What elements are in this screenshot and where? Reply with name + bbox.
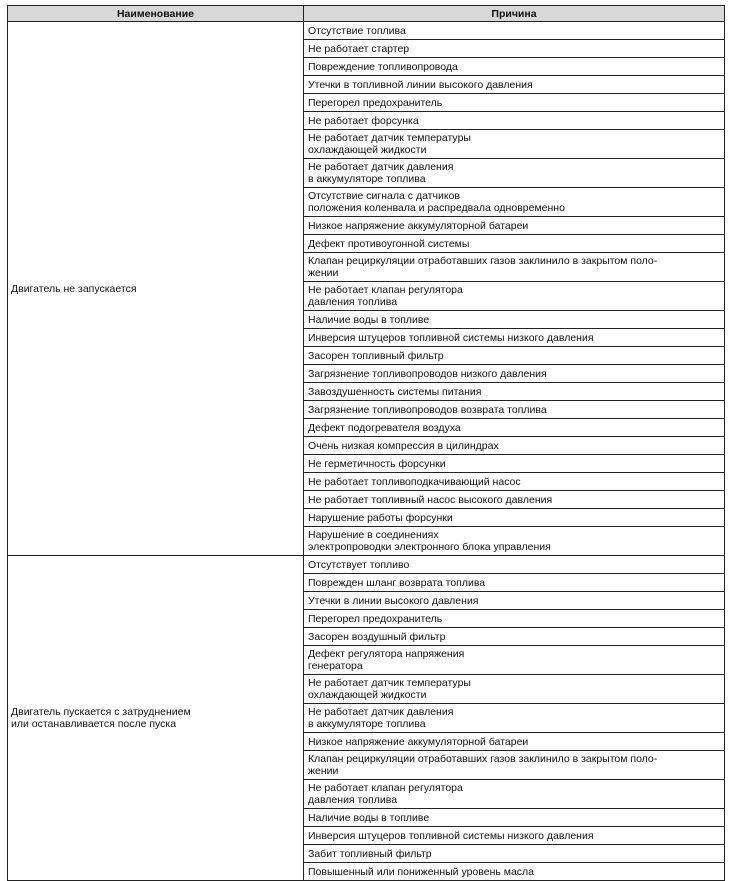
table-body <box>8 22 725 881</box>
fault-table <box>7 5 725 881</box>
header-row <box>8 6 725 22</box>
reason-cell: Нарушение в соединениях электропроводки электронного блока управления <box>304 527 725 556</box>
reason-cell: Повреждение топливопровода <box>304 58 725 76</box>
reason-cell: Перегорел предохранитель <box>304 94 725 112</box>
reason-cell: Отсутствие топлива <box>304 22 725 40</box>
table-row <box>8 22 725 40</box>
reason-cell: Не работает датчик давления в аккумуляторе топлива <box>304 159 725 188</box>
fault-name-cell: Двигатель не запускается <box>8 22 304 556</box>
reason-cell: Завоздушенность системы питания <box>304 383 725 401</box>
reason-cell: Утечки в топливной линии высокого давления <box>304 76 725 94</box>
reason-cell: Клапан рециркуляции отработавших газов заклинило в закрытом поло- жении <box>304 751 725 780</box>
reason-cell: Засорен топливный фильтр <box>304 347 725 365</box>
reason-cell: Не работает топливный насос высокого давления <box>304 491 725 509</box>
reason-cell: Отсутствует топливо <box>304 556 725 574</box>
reason-cell: Перегорел предохранитель <box>304 610 725 628</box>
reason-cell: Дефект подогревателя воздуха <box>304 419 725 437</box>
reason-cell: Инверсия штуцеров топливной системы низкого давления <box>304 827 725 845</box>
reason-cell: Повышенный или пониженный уровень масла <box>304 863 725 881</box>
reason-cell: Дефект регулятора напряжения генератора <box>304 646 725 675</box>
reason-cell: Не герметичность форсунки <box>304 455 725 473</box>
reason-cell: Наличие воды в топливе <box>304 311 725 329</box>
reason-cell: Не работает клапан регулятора давления топлива <box>304 282 725 311</box>
header-name: Наименование <box>8 6 304 22</box>
table-container <box>7 5 724 881</box>
reason-cell: Утечки в линии высокого давления <box>304 592 725 610</box>
reason-cell: Не работает клапан регулятора давления топлива <box>304 780 725 809</box>
reason-cell: Загрязнение топливопроводов низкого давления <box>304 365 725 383</box>
reason-cell: Очень низкая компрессия в цилиндрах <box>304 437 725 455</box>
reason-cell: Не работает топливоподкачивающий насос <box>304 473 725 491</box>
reason-cell: Не работает форсунка <box>304 112 725 130</box>
reason-cell: Не работает датчик температуры охлаждающей жидкости <box>304 675 725 704</box>
reason-cell: Низкое напряжение аккумуляторной батареи <box>304 217 725 235</box>
reason-cell: Нарушение работы форсунки <box>304 509 725 527</box>
fault-name-cell: Двигатель пускается с затруднением или останавливается после пуска <box>8 556 304 881</box>
header-reason: Причина <box>304 6 725 22</box>
reason-cell: Инверсия штуцеров топливной системы низкого давления <box>304 329 725 347</box>
table-row <box>8 556 725 574</box>
reason-cell: Наличие воды в топливе <box>304 809 725 827</box>
reason-cell: Засорен воздушный фильтр <box>304 628 725 646</box>
reason-cell: Забит топливный фильтр <box>304 845 725 863</box>
reason-cell: Клапан рециркуляции отработавших газов заклинило в закрытом поло- жении <box>304 253 725 282</box>
reason-cell: Отсутствие сигнала с датчиков положения коленвала и распредвала одновременно <box>304 188 725 217</box>
reason-cell: Дефект противоугонной системы <box>304 235 725 253</box>
reason-cell: Не работает датчик давления в аккумуляторе топлива <box>304 704 725 733</box>
reason-cell: Поврежден шланг возврата топлива <box>304 574 725 592</box>
reason-cell: Не работает датчик температуры охлаждающей жидкости <box>304 130 725 159</box>
reason-cell: Низкое напряжение аккумуляторной батареи <box>304 733 725 751</box>
reason-cell: Не работает стартер <box>304 40 725 58</box>
reason-cell: Загрязнение топливопроводов возврата топлива <box>304 401 725 419</box>
